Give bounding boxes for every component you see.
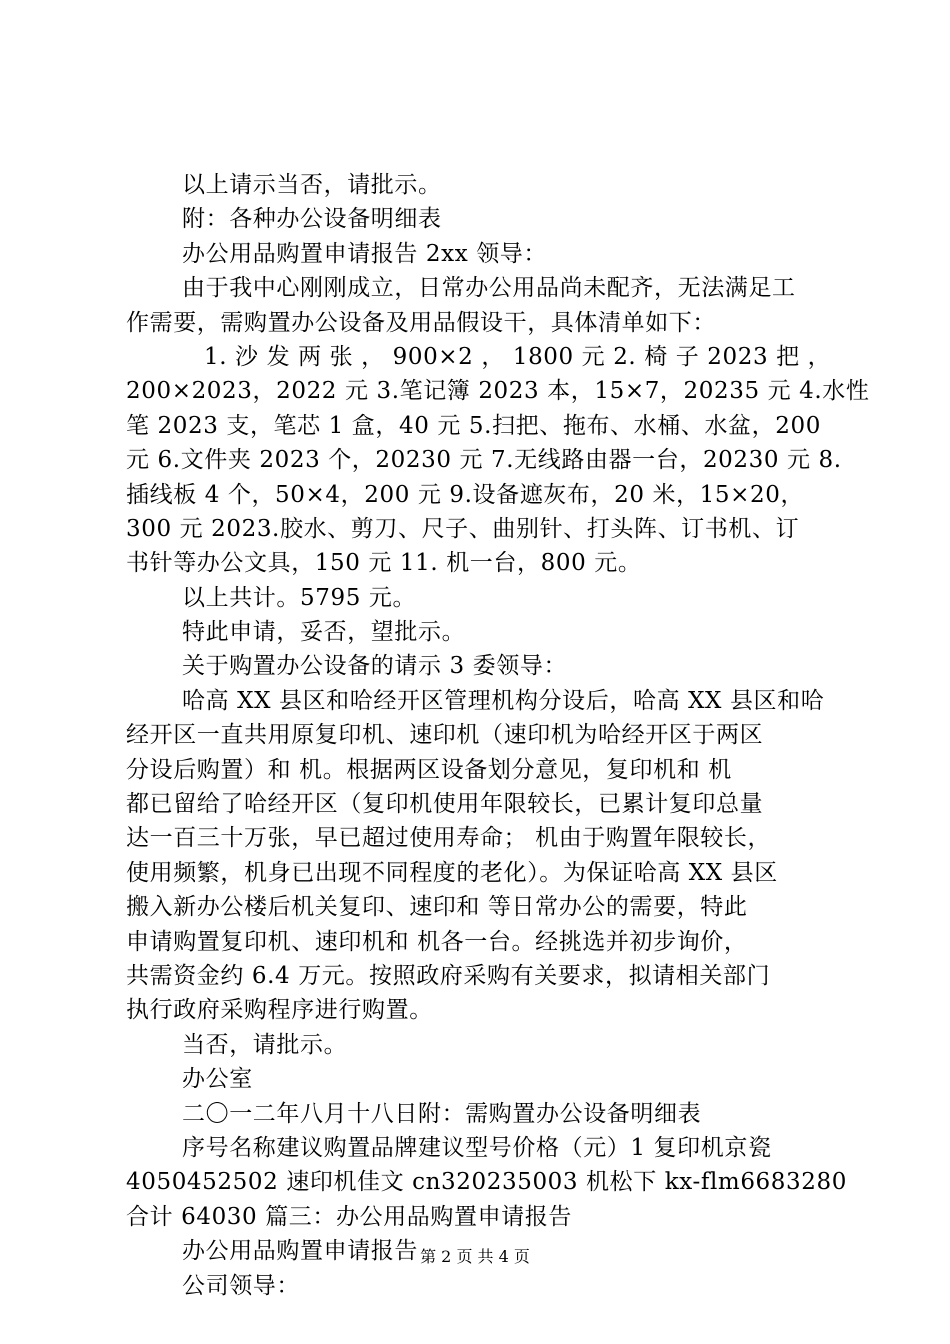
page-footer: 第 2 页 共 4 页 (420, 1247, 530, 1266)
text-line: 办公用品购置申请报告 (182, 1238, 418, 1265)
document-body (126, 168, 870, 1303)
text-line: 共需资金约 6.4 万元。按照政府采购有关要求，拟请相关部门 (126, 962, 771, 989)
text-line: 分设后购置）和 机。根据两区设备划分意见，复印机和 机 (126, 756, 732, 783)
text-line: 作需要，需购置办公设备及用品假设干，具体清单如下： (126, 309, 716, 336)
text-line: 以上请示当否，请批示。 (182, 172, 442, 198)
text-line: 办公室 (182, 1066, 253, 1093)
text-line: 合计 64030 篇三：办公用品购置申请报告 (126, 1203, 572, 1230)
text-line: 办公用品购置申请报告 2xx 领导： (182, 240, 547, 267)
text-line: 关于购置办公设备的请示 3 委领导： (182, 653, 568, 680)
text-line: 4050452502 速印机佳文 cn320235003 机松下 kx-flm6683280 (126, 1169, 847, 1196)
text-line: 插线板 4 个，50×4，200 元 9.设备遮灰布，20 米，15×20， (126, 481, 805, 508)
text-line: 经开区一直共用原复印机、速印机（速印机为哈经开区于两区 (126, 722, 764, 749)
text-line: 1. 沙 发 两 张 ， 900×2 ， 1800 元 2. 椅 子 2023 把 ， (204, 343, 832, 370)
text-line: 书针等办公文具，150 元 11. 机一台，800 元。 (126, 550, 642, 577)
text-line: 搬入新办公楼后机关复印、速印和 等日常办公的需要，特此 (126, 894, 748, 921)
text-line: 特此申请，妥否，望批示。 (182, 619, 466, 646)
text-line: 达一百三十万张，早已超过使用寿命； 机由于购置年限较长， (126, 825, 772, 852)
text-line: 由于我中心刚刚成立，日常办公用品尚未配齐，无法满足工 (182, 275, 796, 302)
text-line: 附：各种办公设备明细表 (182, 206, 442, 233)
text-line: 执行政府采购程序进行购置。 (126, 997, 433, 1024)
text-line: 笔 2023 支，笔芯 1 盒，40 元 5.扫把、拖布、水桶、水盆，200 (126, 412, 821, 439)
text-line: 公司领导： (182, 1272, 300, 1299)
text-line: 200×2023，2022 元 3.笔记簿 2023 本，15×7，20235 元 4.水性 (126, 378, 870, 405)
text-line: 申请购置复印机、速印机和 机各一台。经挑选并初步询价， (126, 928, 748, 955)
text-line: 都已留给了哈经开区（复印机使用年限较长，已累计复印总量 (126, 791, 764, 818)
text-line: 使用频繁，机身已出现不同程度的老化）。为保证哈高 XX 县区 (126, 859, 778, 886)
text-line: 二〇一二年八月十八日附：需购置办公设备明细表 (182, 1100, 702, 1127)
text-line: 以上共计。5795 元。 (182, 584, 417, 611)
text-line: 300 元 2023.胶水、剪刀、尺子、曲别针、打头阵、订书机、订 (126, 515, 800, 542)
text-line: 序号名称建议购置品牌建议型号价格（元）1 复印机京瓷 (182, 1134, 772, 1161)
text-line: 元 6.文件夹 2023 个，20230 元 7.无线路由器一台，20230 元 8. (126, 447, 842, 474)
text-line: 当否，请批示。 (182, 1031, 348, 1058)
text-line: 哈高 XX 县区和哈经开区管理机构分设后，哈高 XX 县区和哈 (182, 687, 825, 714)
